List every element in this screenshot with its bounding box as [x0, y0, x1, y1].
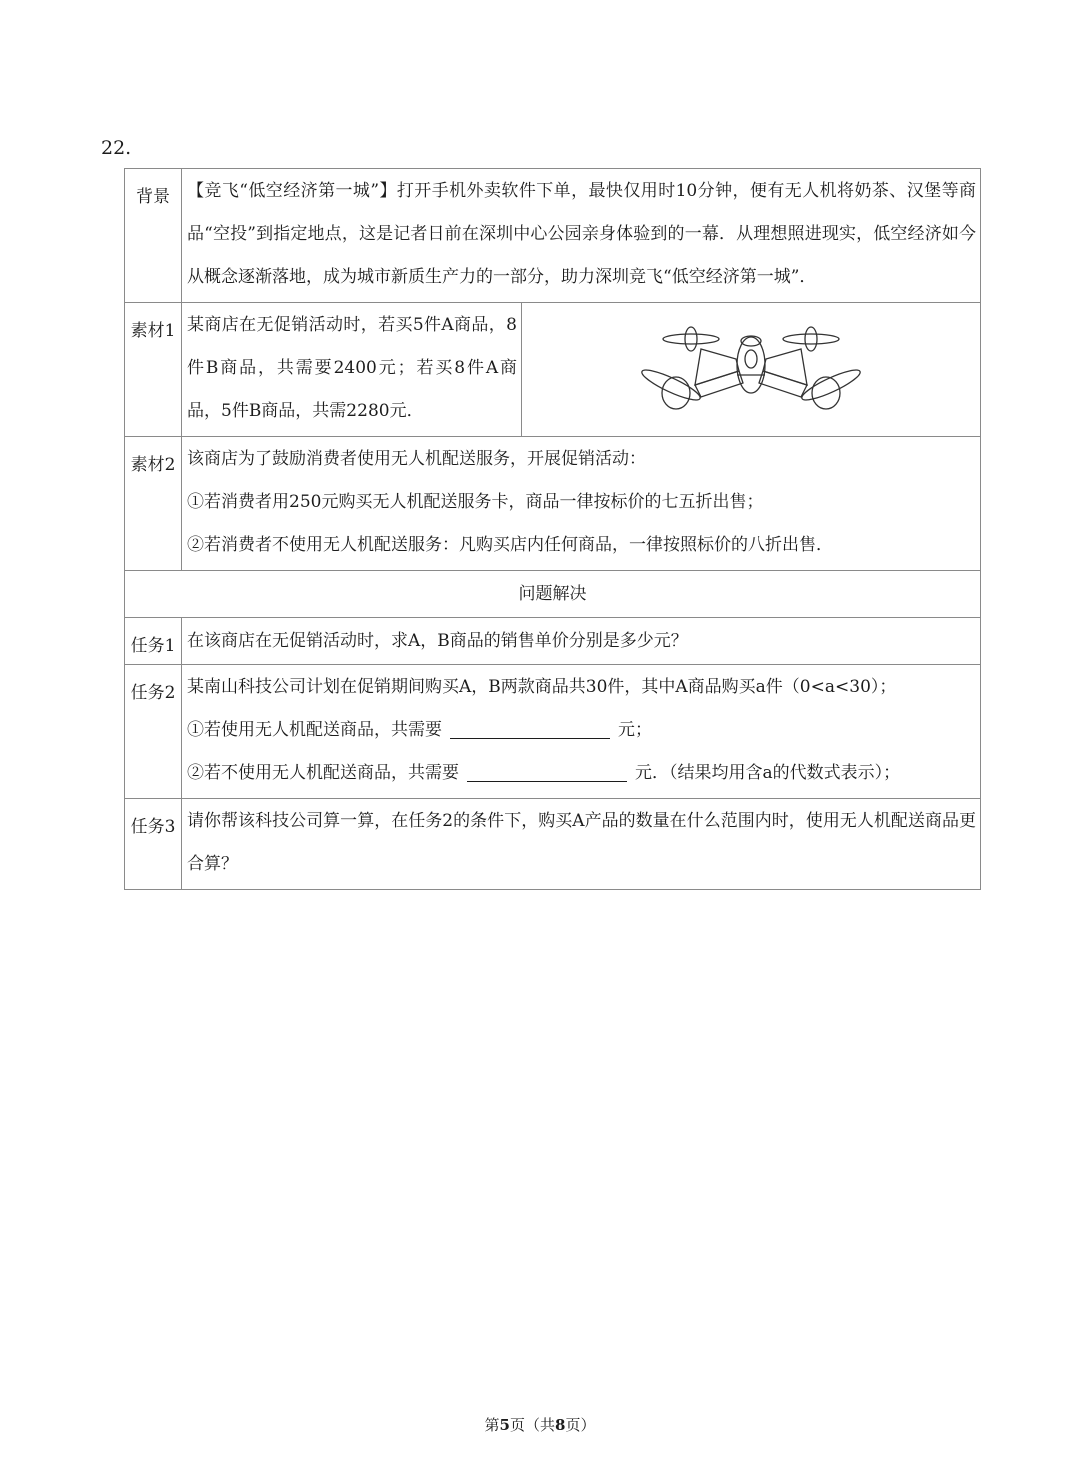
- row-task2: [125, 665, 981, 799]
- material1-text: 某商店在无促销活动时，若买5件A商品，8件B商品，共需要2400元；若买8件A商品，5件B商品，共需2280元．: [187, 315, 517, 421]
- task2-item1-pre: ①若使用无人机配送商品，共需要: [187, 720, 442, 740]
- footer-total: 8: [555, 1416, 566, 1434]
- row-material2: [125, 437, 981, 571]
- task1-text: 在该商店在无促销活动时，求A，B商品的销售单价分别是多少元？: [187, 631, 688, 651]
- row-background: [125, 169, 981, 303]
- row-task3: [125, 799, 981, 890]
- label-task3: 任务3: [125, 799, 182, 890]
- background-text: 【竞飞“低空经济第一城”】打开手机外卖软件下单，最快仅用时10分钟，便有无人机将奶茶、汉堡等商品“空投”到指定地点，这是记者日前在深圳中心公园亲身体验到的一幕．从理想照进现实，低空经济如今从概念逐渐落地，成为城市新质生产力的一部分，助力深圳竞飞“低空经济第一城”．: [187, 181, 976, 287]
- label-background: 背景: [125, 169, 182, 303]
- label-task1: 任务1: [125, 618, 182, 665]
- section-title: 问题解决: [518, 584, 587, 604]
- row-material1: [125, 303, 981, 437]
- task3-text: 请你帮该科技公司算一算，在任务2的条件下，购买A产品的数量在什么范围内时，使用无人机配送商品更合算？: [187, 811, 976, 874]
- task2-item2-post: 元．（结果均用含a的代数式表示）；: [635, 763, 901, 783]
- footer-suffix: 页）: [565, 1416, 596, 1434]
- material2-intro: 该商店为了鼓励消费者使用无人机配送服务，开展促销活动：: [187, 449, 646, 469]
- footer-page: 5: [499, 1416, 510, 1434]
- drone-image-cell: [522, 303, 981, 437]
- footer-prefix: 第: [484, 1416, 500, 1434]
- question-number: 22.: [101, 137, 132, 159]
- label-material2: 素材2: [125, 437, 182, 571]
- material2-item1: ①若消费者用250元购买无人机配送服务卡，商品一律按标价的七五折出售；: [187, 492, 764, 512]
- problem-table: [124, 168, 981, 890]
- page-footer: [0, 1414, 1080, 1435]
- label-task2: 任务2: [125, 665, 182, 799]
- material2-item2: ②若消费者不使用无人机配送服务：凡购买店内任何商品，一律按照标价的八折出售．: [187, 535, 833, 555]
- task2-item1-post: 元；: [618, 720, 652, 740]
- task2-item1: [182, 709, 980, 752]
- answer-blank-1[interactable]: [450, 716, 610, 739]
- row-task1: [125, 618, 981, 665]
- drone-illustration: [631, 313, 871, 423]
- footer-mid: 页（共: [509, 1416, 555, 1434]
- task2-item2-pre: ②若不使用无人机配送商品，共需要: [187, 763, 459, 783]
- row-section-title: [125, 571, 981, 618]
- task2-item2: [182, 752, 980, 798]
- task2-intro: 某南山科技公司计划在促销期间购买A，B两款商品共30件，其中A商品购买a件（0<a<30）；: [187, 677, 897, 697]
- answer-blank-2[interactable]: [467, 759, 627, 782]
- label-material1: 素材1: [125, 303, 182, 437]
